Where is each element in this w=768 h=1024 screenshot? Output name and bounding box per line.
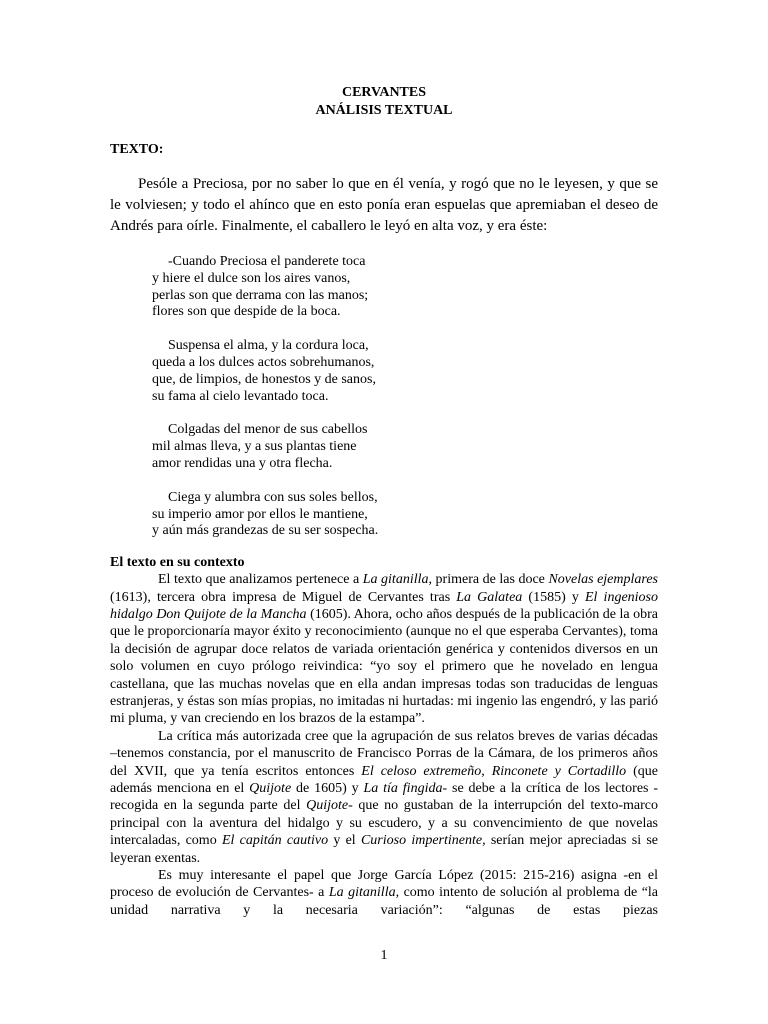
italic-title: La gitanilla, (362, 572, 432, 588)
poem-line: queda a los dulces actos sobrehumanos, (152, 354, 375, 370)
text-run: - se debe a la crítica de los lectores -recogida en la segunda parte del (110, 781, 659, 814)
italic-title: La Galatea (456, 589, 523, 605)
text-run: (que además menciona en el (110, 763, 658, 797)
document-title: CERVANTES (341, 85, 427, 100)
body-paragraph (110, 728, 658, 867)
italic-title: La tía fingida (363, 781, 443, 797)
text-run: primera de las doce (432, 572, 549, 588)
italic-title: Curioso impertinente, (360, 833, 486, 849)
document-page (110, 84, 658, 919)
poem-line: -Cuando Preciosa el panderete toca (168, 254, 366, 269)
text-run: (1605). Ahora, ocho años después de la publicación de la obra que le proporcionaría mayor éxito y reconocimiento (aunque no el que esperaba Cervantes), toma la decisión de agrupar doce relatos de variada orientación genérica y contenidos diversos en un solo volumen en cuyo prólogo reivindica: “yo soy el primero que he novelado en lengua castellana, que las muchas novelas que en ella andan impresas todas son traducidas de lenguas estranjeras, y éstas son mías propias, no imitadas ni hurtadas: mi ingenio las engendró, y las parió mi pluma, y van creciendo en los brazos de la estampa”. (110, 606, 658, 727)
poem-line: Ciega y alumbra con sus soles bellos, (168, 489, 378, 505)
document-subtitle: ANÁLISIS TEXTUAL (315, 103, 453, 118)
poem-line: Suspensa el alma, y la cordura loca, (168, 338, 369, 354)
page-number: 1 (380, 948, 388, 963)
poem-stanza (152, 338, 658, 405)
text-run: (1613), tercera obra impresa de Miguel de Cervantes tras (110, 589, 457, 605)
body-paragraph (110, 571, 658, 728)
italic-title: La gitanilla, (328, 885, 400, 901)
text-run: serían mejor apreciadas si se leyeran exentas. (110, 833, 658, 866)
text-run: Es muy interesante el papel que Jorge García López (2015: 215-216) asigna -en el proceso de evolución de Cervantes- a (110, 868, 658, 901)
italic-title: El capitán cautivo (221, 833, 329, 849)
poem-line: mil almas lleva, y a sus plantas tiene (152, 439, 357, 455)
poem-line: y aún más grandezas de su ser sospecha. (152, 523, 379, 539)
text-run: (1585) y (522, 589, 585, 605)
texto-label: TEXTO: (110, 142, 164, 157)
text-run: de 1605) y (291, 781, 364, 797)
italic-title: El ingenioso hidalgo Don Quijote de la Mancha (110, 589, 658, 622)
poem-line: y hiere el dulce son los aires vanos, (152, 270, 351, 286)
text-run: y el (328, 833, 361, 849)
italic-title: Novelas ejemplares (548, 572, 658, 588)
poem-line: su fama al cielo levantado toca. (152, 388, 329, 404)
body-paragraph (110, 867, 658, 919)
poem-line: amor rendidas una y otra flecha. (152, 455, 333, 471)
poem-line: flores son que despide de la boca. (152, 304, 341, 320)
text-run: , (481, 763, 492, 779)
poem-stanza (152, 254, 658, 321)
poem-line: Colgadas del menor de sus cabellos (168, 422, 368, 438)
italic-title: El celoso extremeño (361, 763, 482, 779)
poem-stanza (152, 422, 658, 472)
poem (152, 254, 658, 540)
italic-title: Rinconete y Cortadillo (491, 763, 627, 779)
poem-line: perlas son que derrama con las manos; (152, 287, 369, 303)
text-run: - que no gustaban de la interrupción del texto-marco principal con la aventura del hidalgo y su escudero, y a su convencimiento de que novelas intercaladas, como (110, 798, 658, 849)
intro-paragraph: Pesóle a Preciosa, por no saber lo que en él venía, y rogó que no le leyesen, y que se le volviesen; y todo el ahínco que en esto ponía eran espuelas que apremiaban el deseo de Andrés para oírle. Finalmente, el caballero le leyó en alta voz, y era éste: (110, 176, 658, 234)
italic-title: Quijote (306, 798, 349, 814)
poem-stanza (152, 490, 658, 540)
text-run: como intento de solución al problema de “la unidad narrativa y la necesaria variación”: “algunas de estas piezas (110, 885, 659, 918)
section-heading: El texto en su contexto (110, 555, 245, 571)
poem-line: que, de limpios, de honestos y de sanos, (152, 371, 376, 387)
italic-title: Quijote (249, 781, 292, 797)
text-run: La crítica más autorizada cree que la agrupación de sus relatos breves de varias décadas –tenemos constancia, por el manuscrito de Francisco Porras de la Cámara, de los primeros años del XVII, que ya tenía escritos entonces (110, 728, 658, 779)
text-run: El texto que analizamos pertenece a (158, 572, 363, 588)
poem-line: su imperio amor por ellos le mantiene, (152, 506, 368, 522)
